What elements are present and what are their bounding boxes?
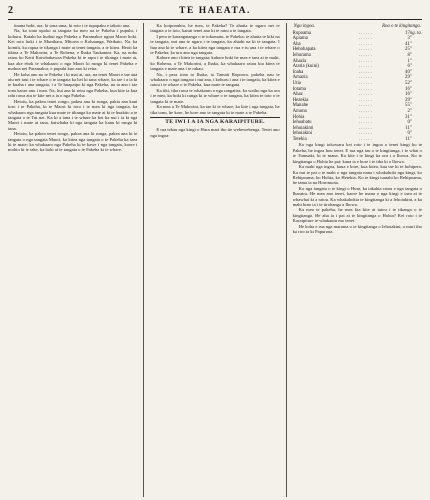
leader-dots: . . . . . .	[358, 114, 372, 120]
paragraph: He koha e rua nga marama o te kingitanga o Iehoiakini, a muri iho ka riro ia ki Papurona.	[292, 223, 422, 234]
reign-unit: "	[409, 52, 412, 58]
reign-unit: "	[409, 125, 412, 131]
paragraph: I pera te karangatanga o te tokomatu, te Pakeha; te ahatia te kiki na te tangata, nui ana te ngaro i te tangata, ka ahiahi na ki te tangata. I hua ana ki te whare, a ka kitea nga tangata e rua e tu ana i te whare o te Pakeha; ka uru ano nga tangata.	[150, 33, 280, 56]
paragraph: Ka tiki, tika rawa te whakaaro o nga rangatira, ka waiho nga ka ora i te mea, ka hoki ki runga ki te whare o te tangata, ka kitea te toto o te tangata ki te mate.	[150, 87, 280, 104]
column-divider	[143, 23, 144, 497]
leader-dots: . . . . . .	[358, 30, 372, 36]
reign-unit: "	[409, 97, 412, 103]
king-name: Utia	[292, 80, 301, 86]
leader-dots: . . . . . .	[358, 64, 372, 70]
leader-dots: . . . . . .	[358, 92, 372, 98]
paragraph: Heiotu, ka pakea tenei rongo, pakea ana ki runga, pakea ana ki te tangata o nga tangata Maori, ka kitea nga tangata o te Pakeha ka taea ki te mate; ka whakaaro nga Pakeha ki te kawe i nga tangata, kaore i mohio ki te take, ka hoki ai te tangata o te Pakeha ki te whare.	[8, 131, 138, 153]
section-rule	[150, 117, 279, 118]
leader-dots: . . . . . .	[358, 97, 372, 103]
reign-years: 17	[405, 30, 410, 36]
leader-dots: . . . . . .	[358, 120, 372, 126]
reign-years: 0	[407, 131, 410, 137]
reign-years: 40	[405, 69, 410, 75]
king-name: Aha	[292, 41, 301, 47]
page-number: 2	[8, 5, 13, 16]
king-name: Ahazia	[292, 58, 307, 64]
paragraph: tinana hoki, ara, ki tona uma, ki roto i te tupapaku e takoto ana.	[14, 23, 131, 28]
reign-years: 31	[405, 114, 410, 120]
leader-dots: . . . . . .	[358, 47, 372, 53]
middle-column	[150, 23, 279, 497]
leader-dots: . . . . . .	[358, 131, 372, 137]
king-name: Hezekia	[292, 97, 309, 103]
running-title: TE HAEATA.	[179, 6, 251, 16]
king-name: Iehoahatu	[292, 120, 312, 126]
leader-dots: . . . . . .	[358, 75, 372, 81]
article-columns	[8, 23, 422, 497]
reign-years: 6	[407, 64, 410, 70]
reign-unit: "	[409, 120, 412, 126]
leader-dots: . . . . . .	[358, 52, 372, 58]
reign-unit: "	[409, 136, 412, 142]
reign-years: 16	[405, 86, 410, 92]
paragraph: Heiotu, ka pakea tenei rongo, pakea ana ki runga, pakia ana kaui toro i te Pakeha, ki te Maori ki toro i te mea ki nga tangata, ka whakaaro nga tangata kua mate te tikanga ka mate ai ki te huakito a te tangata o te Tui nei. Ka ki a tana i te whare ka kei ka nui i ta ki nga Maori i mate ai tana, kaiwhaka ki nga tangata ka kanu ki runga ki tana.	[8, 98, 138, 131]
paragraph: Ka mea a Te Makorini, ka tae ki te whare, ka kite i nga tangata, he tika tonu, he kore, he kore ano te tangata ki te mate a te Pakeha.	[150, 104, 280, 115]
king-name: Iehorama	[292, 52, 311, 58]
leader-dots: . . . . . .	[358, 108, 372, 114]
reign-years: 29	[405, 75, 410, 81]
paragraph: Ka koiponuhia, he mea, te Pakeha? Te ahatia te ngaro nei te tangata o te toto, kanui tenei ano ki te ranu a te tangata.	[150, 23, 280, 34]
king-name: Apiama	[292, 36, 308, 42]
leader-dots: . . . . . .	[358, 103, 372, 109]
reign-years: 0	[407, 120, 410, 126]
reign-years: 8	[407, 52, 410, 58]
left-column	[8, 23, 137, 497]
leader-dots: . . . . . .	[358, 69, 372, 75]
paragraph: E rua tekau nga kingi o Hura mari iho ite webewebenga. Tenei ano nga ingoa:	[150, 127, 280, 138]
reign-years: 52	[405, 80, 410, 86]
column-header-names: Nga ingoa.	[293, 24, 315, 29]
king-name: Ataria (kuini)	[292, 64, 319, 70]
reign-years: 11	[405, 136, 410, 142]
leader-dots: . . . . . .	[358, 58, 372, 64]
reign-unit: "	[409, 69, 412, 75]
reign-years: 11	[405, 125, 410, 131]
paragraph: Na, ko tona upoko ra tangata ka meo na te Pakeha i pupuhi, i kohuru. Kataki ka huihui nga Pakeha o Paramakor ngiua Maori hoki. Kei roto hoki i te Munihara, Mitoria o Kohaunga, Waikato. Na, ka komiti, ka rapua te tikanga i mate ai tenei tangata, a te kitea. Heoti ka tikina a Te Makorini, a Te Rohena, e Ihaka Taukanini. Ka, na nobo ratou ko Keiti Kaiwhakawaa Pakeha ki te rapu i te tikanga i mate ai, kaa ake ebok te whakaaro o nga Maori ki runga ki tenei Pakeha e mohoa nei Paramakor, e pupuhi kuo ano ki reira.	[8, 28, 138, 72]
reign-unit: "	[409, 114, 412, 120]
reign-years: 2	[407, 108, 410, 114]
reign-unit: "	[409, 64, 412, 70]
reign-years: 29	[405, 97, 410, 103]
reign-unit: "	[409, 75, 412, 81]
reign-unit: "	[409, 108, 412, 114]
leader-dots: . . . . . .	[358, 86, 372, 92]
kings-table	[293, 23, 422, 142]
paragraph: Kahore ano i kitea te tangata; kahore hoki he mea e taea ai te mahi, ko Rohena, a Te Makorini, a Ihaka, ka whakaaro ratou kia kitea te tangata e mate ana i te rakau.	[150, 55, 280, 72]
reign-unit: "	[409, 103, 412, 109]
reign-unit: "	[409, 86, 412, 92]
reign-unit: "	[409, 58, 412, 64]
king-name: Ioaha	[292, 69, 304, 75]
reign-years: 25	[405, 47, 410, 53]
king-name: Ropoama	[292, 30, 312, 36]
section-heading: TE IWI I A IA NGA KARAIPITURE.	[165, 118, 265, 125]
reign-years: 3	[407, 36, 410, 42]
reign-unit: "	[409, 131, 412, 137]
leader-dots: . . . . . .	[358, 136, 372, 142]
king-name: Iehoiakini	[292, 131, 313, 137]
paragraph: Ko nga kingi tokowaru kei roto i te ingoa o tenei kingi ko te Pakeha, he ingoa hou tenei. E rua nga tau o te kingitanga, i te whai o te Tumuaki, ki te mana. Ka kite i te kingi ka ora i a Ihowa. Ko te kingitanga o Hohia he pai; kaua ia e kore i te tika ki a Ihowa.	[292, 142, 422, 164]
paragraph: Ka mahi nga ingoa, kaua e kore, kua kitea, kua tae ki te hohipera. Ka nui te pai o te mahi o nga tangata nana i whakahoki nga kingi, ko Rehipoama, ko Hohia, ko Hetekia. Ko te kingi tuatahi ko Rehipoama, he tama ia na Horomona.	[292, 164, 422, 186]
king-name: Hohia	[292, 114, 305, 120]
column-divider	[286, 23, 287, 497]
reign-unit: "	[409, 36, 412, 42]
right-column	[293, 23, 422, 497]
leader-dots: . . . . . .	[358, 125, 372, 131]
king-name: Manahe	[292, 103, 309, 109]
king-name: Iotama	[292, 86, 306, 92]
paragraph: Na, i pera tona to Ihaka, ta Tamati Ropoora, pakeha nau te whakaaro o nga tangata i nui ana, i kohuru i ana i te tangata, ka kitea e ratou i te whare o te Pakeha, kua mate te tangata.	[150, 71, 280, 88]
paragraph: He koha ano no te Pakeha i ki mai ai, ara, na tenei Maori e tae aua atu nei taui i te whare o te tangata ka hei ki tana whare, ka tae i a ia ki te kuaha i ana tangata, i a Te huapaipo ki nga Pakeha, na ia ano i tae tona kaore ano i mea. Na, hui ana ki reira nga Pakeha, kua kite ia kua rahi rawa atu te kite nei a ia o nga Pakeha.	[8, 71, 138, 99]
king-name: Amono	[292, 108, 308, 114]
king-name: Amazia	[292, 75, 308, 81]
leader-dots: . . . . . .	[358, 41, 372, 47]
reign-years: 41	[405, 41, 410, 47]
column-header-reign: Roa o te kingitanga.	[382, 24, 421, 29]
reign-years: 16	[405, 92, 410, 98]
table-header-row	[293, 23, 422, 31]
reign-unit: "	[409, 92, 412, 98]
reign-years: 1	[407, 58, 410, 64]
leader-dots: . . . . . .	[358, 36, 372, 42]
paragraph: Ko nga tangata o te kingi o Hura, ka takahia ratou e nga tangata o Iharaira. He mea ano tenei, kaore he mana o nga kingi e taea ai te whawhai ki a ratou. Ka whakahokia te kingitanga ki a Iehoiakini, a ka mahi kino ia i te tirohanga a Ihowa.	[292, 185, 422, 207]
leader-dots: . . . . . .	[358, 80, 372, 86]
king-name: Hehohapata	[292, 47, 316, 53]
king-name: Ahaz	[292, 92, 303, 98]
reign-unit: "	[409, 41, 412, 47]
king-name: Iehoiakimi	[292, 125, 314, 131]
reign-unit: "	[409, 80, 412, 86]
reign-unit: "	[409, 47, 412, 53]
reign-years: 55	[405, 103, 410, 109]
paragraph: Ka mea te pakeha, he mea kia kite ai tatou i te tikanga o te kingitanga. He aha ia i pai ai te kingitanga o Hohia? Kei roto i te Karaipiture te whakautu mo tenei.	[292, 207, 422, 224]
reign-unit: ng. ta.	[409, 30, 422, 36]
page-header	[8, 5, 422, 17]
kings-table-body	[293, 31, 422, 143]
king-name: Tetekia	[292, 136, 307, 142]
header-rule	[8, 19, 422, 20]
